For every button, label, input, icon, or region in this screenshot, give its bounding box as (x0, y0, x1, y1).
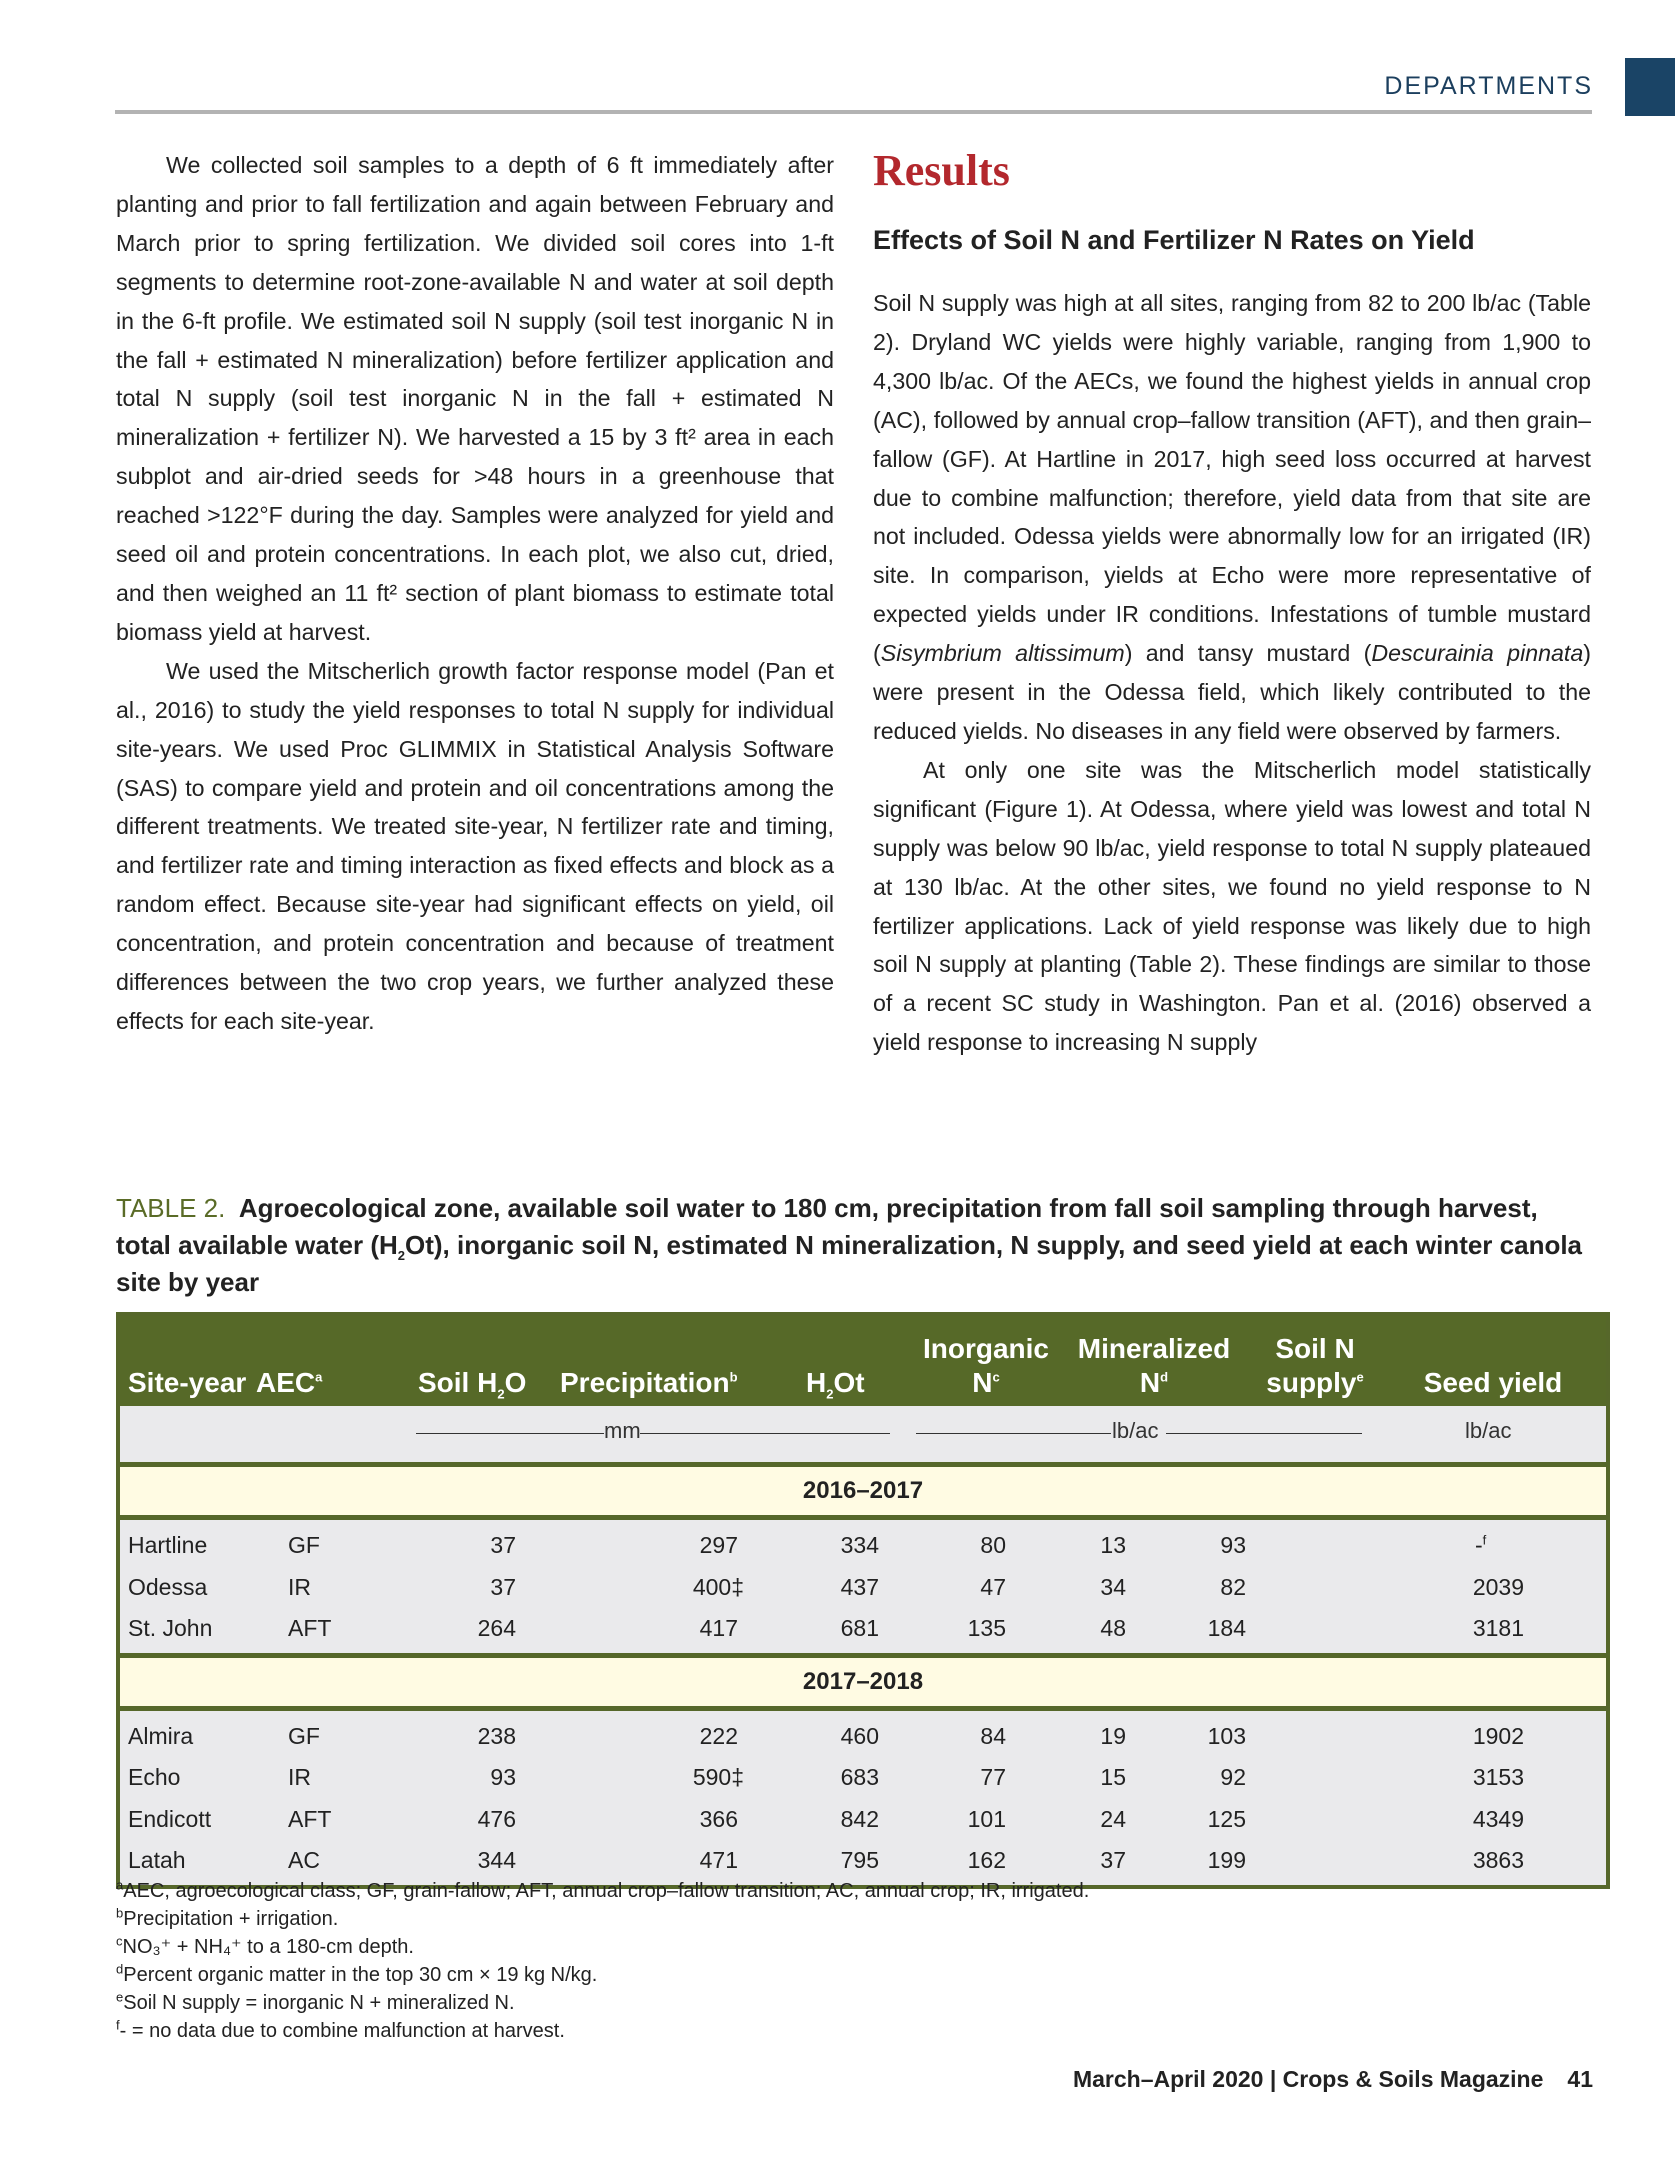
left-column (116, 146, 834, 1041)
footnote: $^c$NO₃⁺ + NH₄⁺ to a 180-cm depth. (116, 1933, 414, 1958)
table-row: Odessa IR 37 400‡ 437 47 34 82 2039 (128, 1573, 1524, 1600)
unit-mm: mm (604, 1418, 641, 1443)
department-label: DEPARTMENTS (1384, 72, 1593, 100)
results-paragraph-1: Soil N supply was high at all sites, ranging from 82 to 200 lb/ac (Table 2). Dryland WC yields were highly variable, ranging from 1,900 to 4,300 lb/ac. Of the AECs, we found the highest yields in annual crop (AC), followed by annual crop–fallow transition (AFT), and then grain–fallow (GF). At Hartline in 2017, high seed loss occurred at harvest due to combine malfunction; therefore, yield data from that site are not included. Odessa yields were abnormally low for an irrigated (IR) site. In comparison, yields at Echo were more representative of expected yields under IR conditions. Infestations of tumble mustard (Sisymbrium altissimum) and tansy mustard (Descurainia pinnata) were present in the Odessa field, which likely contributed to the reduced yields. No diseases in any field were observed by farmers. (873, 290, 1591, 744)
unit-lbac: lb/ac (1112, 1418, 1159, 1443)
col-precipitation: Precipitation$^b$ (560, 1367, 738, 1398)
table-row: Almira GF 238 222 460 84 19 103 1902 (128, 1722, 1524, 1749)
footnote: $^b$Precipitation + irrigation. (116, 1905, 339, 1930)
year-band: 2016–2017 (120, 1467, 1606, 1520)
results-paragraph-2: At only one site was the Mitscherlich model statistically significant (Figure 1). At Odessa, where yield was lowest and total N supply was below 90 lb/ac, yield response to total N supply plateaued at 130 lb/ac. At the other sites, we found no yield response to N fertilizer applications. Lack of yield response was likely due to high soil N supply at planting (Table 2). These findings are similar to those of a recent SC study in Washington. Pan et al. (2016) observed a yield response to increasing N supply (873, 756, 1591, 1056)
footnote: $^f$- = no data due to combine malfunction at harvest. (116, 2017, 565, 2042)
table-footnotes (116, 1877, 1089, 2045)
subsection-heading: Effects of Soil N and Fertilizer N Rates on Yield (873, 225, 1475, 255)
results-heading: Results (873, 146, 1010, 195)
footnote: $^d$Percent organic matter in the top 30 cm × 19 kg N/kg. (116, 1961, 598, 1986)
col-mineralized-n: Mineralized $N^d$ (1077, 1333, 1231, 1398)
col-seed-yield: Seed yield (1423, 1367, 1563, 1398)
footnote: $^e$Soil N supply = inorganic N + mineralized N. (116, 1989, 515, 2014)
units-row (120, 1406, 1606, 1467)
table-row: Endicott AFT 476 366 842 101 24 125 4349 (128, 1805, 1524, 1832)
data-table (116, 1312, 1610, 1889)
issue-info: March–April 2020 | Crops & Soils Magazine (1072, 2066, 1544, 2092)
col-h2ot: $H_2Ot$ (806, 1367, 865, 1402)
group-rows-2016 (120, 1520, 1606, 1658)
right-column (873, 146, 1591, 1062)
header-rule (115, 110, 1592, 114)
table-row: Echo IR 93 590‡ 683 77 15 92 3153 (128, 1764, 1524, 1790)
table-label: TABLE 2. (116, 1193, 226, 1223)
year-band: 2017–2018 (120, 1658, 1606, 1711)
page-footer (1073, 2066, 1593, 2093)
col-soil-h2o: Soil $H_2O$ (418, 1367, 527, 1402)
col-inorganic-n: Inorganic $N^c$ (922, 1333, 1049, 1398)
footnote: $^a$AEC, agroecological class; GF, grain-fallow; AFT, annual crop–fallow transition; AC, annual crop; IR, irrigated. (116, 1877, 1090, 1902)
unit-yield: lb/ac (1465, 1418, 1512, 1443)
col-aec: AEC$^a$ (256, 1367, 323, 1398)
table-row: Hartline GF 37 297 334 80 13 93 -$^f$ (128, 1532, 1487, 1558)
group-rows-2017 (120, 1711, 1606, 1885)
table-row: Latah AC 344 471 795 162 37 199 3863 (128, 1847, 1524, 1873)
page-number: 41 (1567, 2066, 1593, 2092)
table-row: St. John AFT 264 417 681 135 48 184 3181 (128, 1615, 1524, 1641)
table-caption: TABLE 2. Agroecological zone, available soil water to 180 cm, precipitation from fall soil sampling through harvest, total available water $(H_2Ot)$, inorganic soil N, estimated N mineralization, N supply, and seed yield at each winter canola site by year (116, 1193, 1583, 1297)
col-soil-n-supply: Soil N supply$^e$ (1266, 1333, 1364, 1398)
department-color-block (1625, 58, 1675, 116)
col-site-year: Site-year (128, 1367, 247, 1398)
methods-paragraph-1: We collected soil samples to a depth of 6 ft immediately after planting and prior to fall fertilization and again between February and March prior to spring fertilization. We divided soil cores into 1-ft segments to determine root-zone-available N and water at soil depth in the 6-ft profile. We estimated soil N supply (soil test inorganic N in the fall + estimated N mineralization) before fertilizer application and total N supply (soil test inorganic N in the fall + estimated N mineralization + fertilizer N). We harvested a 15 by 3 ft² area in each subplot and air-dried seeds for >48 hours in a greenhouse that reached >122°F during the day. Samples were analyzed for yield and seed oil and protein concentrations. In each plot, we also cut, dried, and then weighed an 11 ft² section of plant biomass to estimate total biomass yield at harvest. (116, 152, 834, 645)
methods-paragraph-2: We used the Mitscherlich growth factor response model (Pan et al., 2016) to study the yield responses to total N supply for individual site-years. We used Proc GLIMMIX in Statistical Analysis Software (SAS) to compare yield and protein and oil concentrations among the different treatments. We treated site-year, N fertilizer rate and timing, and fertilizer rate and timing interaction as fixed effects and block as a random effect. Because site-year had significant effects on yield, oil concentration, and protein concentration and because of treatment differences between the two crop years, we further analyzed these effects for each site-year. (116, 657, 834, 1034)
table-header (120, 1316, 1606, 1406)
